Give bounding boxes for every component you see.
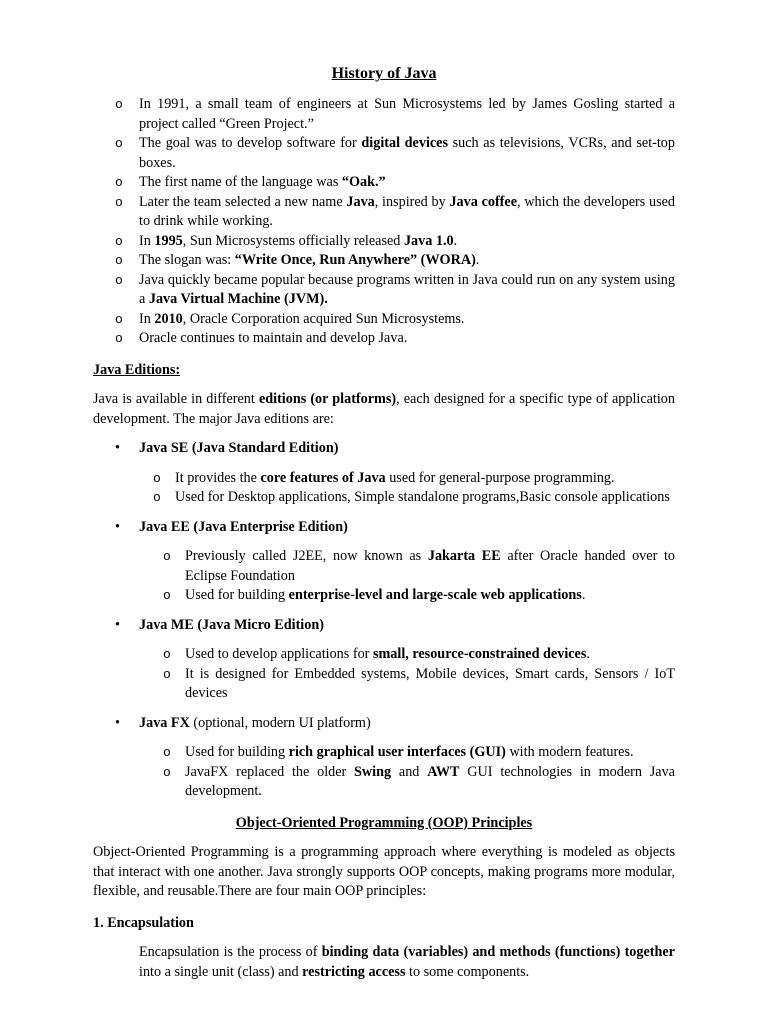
bullet-icon: • bbox=[115, 518, 120, 535]
edition-section bbox=[93, 518, 675, 606]
history-item: o Java quickly became popular because programs written in Java could run on any system using a Java Virtual Machine (JVM). bbox=[93, 271, 675, 310]
history-item: o The first name of the language was “Oak.” bbox=[93, 173, 675, 193]
encapsulation-text: Encapsulation is the process of binding data (variables) and methods (functions) together into a single unit (class) and restricting access to some components. bbox=[139, 944, 675, 980]
history-item: o In 1991, a small team of engineers at Sun Microsystems led by James Gosling started a project called “Green Project.” bbox=[93, 95, 675, 134]
editions-intro: Java is available in different editions (or platforms), each designed for a specific type of application development. The major Java editions are: bbox=[93, 391, 675, 427]
bullet-icon: • bbox=[115, 714, 120, 731]
edition-title bbox=[93, 616, 675, 636]
edition-item: o Previously called J2EE, now known as Jakarta EE after Oracle handed over to Eclipse Foundation bbox=[93, 547, 675, 586]
history-list bbox=[93, 95, 675, 349]
edition-title bbox=[93, 714, 675, 734]
history-item: o The slogan was: “Write Once, Run Anywhere” (WORA). bbox=[93, 251, 675, 271]
history-item: o Later the team selected a new name Java, inspired by Java coffee, which the developers used to drink while working. bbox=[93, 193, 675, 232]
editions-heading: Java Editions: bbox=[93, 361, 181, 378]
edition-name: Java EE (Java Enterprise Edition) bbox=[139, 518, 348, 535]
history-item: o In 2010, Oracle Corporation acquired Sun Microsystems. bbox=[93, 310, 675, 330]
encapsulation-heading: 1. Encapsulation bbox=[93, 914, 194, 931]
editions-list bbox=[93, 439, 675, 802]
edition-name: Java SE (Java Standard Edition) bbox=[139, 440, 339, 456]
edition-item: o Used for building enterprise-level and large-scale web applications. bbox=[93, 586, 675, 606]
edition-section bbox=[93, 714, 675, 802]
history-item: o The goal was to develop software for digital devices such as televisions, VCRs, and set-top boxes. bbox=[93, 134, 675, 173]
edition-items bbox=[93, 469, 675, 508]
edition-item: o Used for building rich graphical user interfaces (GUI) with modern features. bbox=[93, 743, 675, 763]
edition-name: Java ME (Java Micro Edition) bbox=[139, 616, 324, 633]
oop-intro: Object-Oriented Programming is a programming approach where everything is modeled as objects that interact with one another. Java strongly supports OOP concepts, making programs more modular, flexible, and reusable.There are four main OOP principles: bbox=[93, 844, 675, 899]
edition-title bbox=[93, 518, 675, 538]
edition-name: Java FX (optional, modern UI platform) bbox=[139, 714, 371, 731]
bullet-icon: • bbox=[115, 616, 120, 633]
edition-item: o Used for Desktop applications, Simple standalone programs,Basic console applications bbox=[93, 488, 675, 508]
edition-section bbox=[93, 616, 675, 704]
edition-items bbox=[93, 547, 675, 606]
edition-item: o It is designed for Embedded systems, Mobile devices, Smart cards, Sensors / IoT devices bbox=[93, 665, 675, 704]
oop-heading: Object-Oriented Programming (OOP) Principles bbox=[235, 814, 533, 831]
edition-item: o Used to develop applications for small, resource-constrained devices. bbox=[93, 645, 675, 665]
edition-items bbox=[93, 743, 675, 802]
history-item: o In 1995, Sun Microsystems officially released Java 1.0. bbox=[93, 232, 675, 252]
page-title: History of Java bbox=[331, 65, 437, 82]
bullet-icon: • bbox=[115, 440, 120, 456]
history-item: o Oracle continues to maintain and develop Java. bbox=[93, 329, 675, 349]
edition-title bbox=[93, 439, 675, 459]
edition-items bbox=[93, 645, 675, 704]
edition-item: o JavaFX replaced the older Swing and AWT GUI technologies in modern Java development. bbox=[93, 763, 675, 802]
edition-section bbox=[93, 439, 675, 508]
edition-item: o It provides the core features of Java used for general-purpose programming. bbox=[93, 469, 675, 489]
